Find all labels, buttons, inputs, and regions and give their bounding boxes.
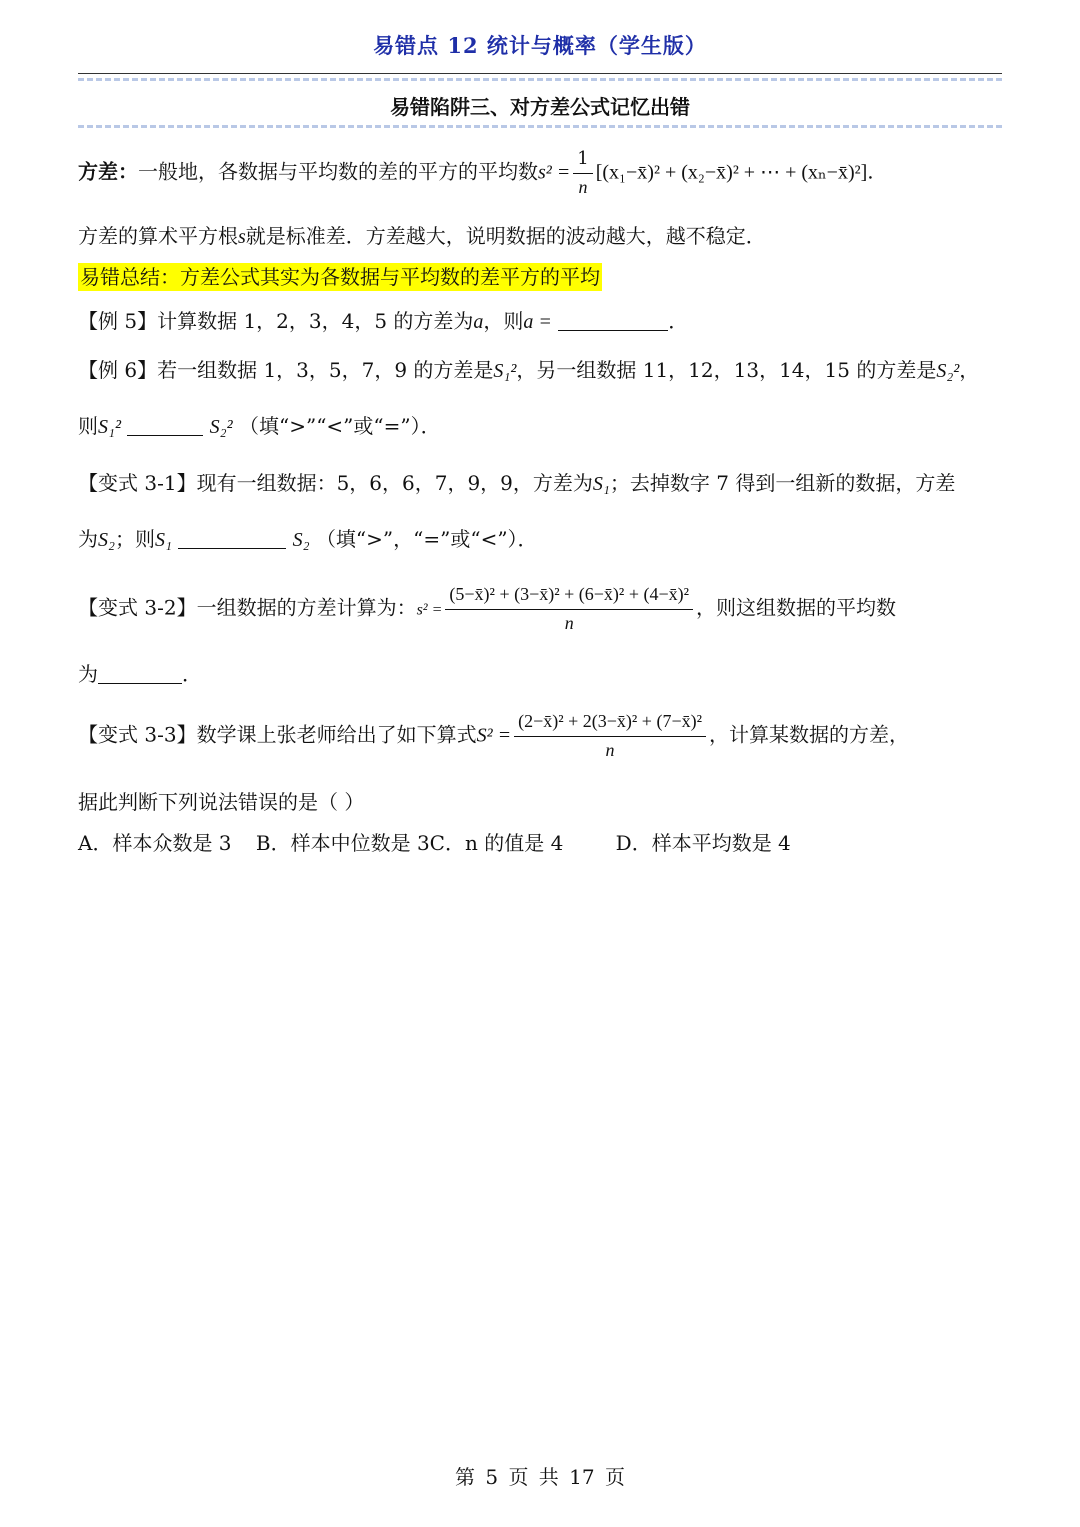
std-symbol: s	[238, 226, 246, 248]
formula-coefficient: $\frac{1}{n}$	[573, 148, 592, 198]
definition-label: 方差：	[78, 159, 138, 184]
variant-3-2: 【变式 3-2】一组数据的方差计算为：s² = $\frac{\text{(5−x̄)² + (3−x̄)² + (6−x̄)² + (4−x̄)²}}{n}$ ，则这组数据的平均数	[78, 584, 897, 633]
definition-text: 一般地，各数据与平均数的差的平方的平均数	[138, 159, 538, 184]
formula-lhs: s² =	[538, 161, 571, 184]
variant-3-1: 【变式 3-1】现有一组数据：5，6，6，7，9，9，方差为S₁；去掉数字 7 得到一组新的数据，方差	[78, 471, 956, 495]
section-title: 易错陷阱三、对方差公式记忆出错	[390, 95, 690, 119]
answer-blank-ex6[interactable]	[127, 415, 203, 436]
variance-definition	[78, 148, 874, 198]
option-a[interactable]: A．样本众数是 3	[78, 831, 232, 855]
answer-blank-v31[interactable]	[178, 528, 286, 549]
section-bottom-divider	[78, 125, 1002, 128]
variance-fraction-v32: $\frac{\text{(5−x̄)² + (3−x̄)² + (6−x̄)² + (4−x̄)²}}{n}$	[445, 584, 693, 634]
formula-body: [(x₁−x̄)² + (x₂−x̄)² + ⋯ + (xₙ−x̄)²]	[595, 161, 868, 184]
example-5: 【例 5】计算数据 1，2，3，4，5 的方差为a，则a = ．	[78, 309, 689, 333]
option-b[interactable]: B．样本中位数是 3	[255, 831, 430, 855]
formula-end: .	[867, 159, 874, 184]
summary-highlight: 易错总结：方差公式其实为各数据与平均数的差平方的平均	[80, 265, 600, 289]
header-rule	[78, 73, 1002, 74]
example-6-line2: 则S₁² S₂² （填“>”“<”或“=”）．	[78, 414, 441, 438]
variant-3-3-line2: 据此判断下列说法错误的是（ ）	[78, 790, 365, 814]
variant-3-3: 【变式 3-3】数学课上张老师给出了如下算式S² = $\frac{\text{(2−x̄)² + 2(3−x̄)² + (7−x̄)²}}{n}$ ，计算某数据的方差，	[78, 711, 909, 760]
variant-3-1-line2: 为S₂；则S₁ S₂ （填“>”，“=”或“<”）．	[78, 527, 538, 551]
choice-options	[78, 831, 791, 855]
answer-blank-ex5[interactable]	[558, 310, 668, 331]
variance-fraction-v33: $\frac{\text{(2−x̄)² + 2(3−x̄)² + (7−x̄)²}}{n}$	[514, 711, 706, 761]
error-summary	[78, 265, 602, 289]
example-6: 【例 6】若一组数据 1，3，5，7，9 的方差是S₁²，另一组数据 11，12，13，14，15 的方差是S₂²，	[78, 358, 980, 382]
option-d[interactable]: D．样本平均数是 4	[615, 831, 791, 855]
section-top-divider	[78, 78, 1002, 81]
option-c[interactable]: C．n 的值是 4	[429, 831, 564, 855]
std-deviation-text: 方差的算术平方根s就是标准差．方差越大，说明数据的波动越大，越不稳定．	[78, 224, 766, 248]
document-header-title: 易错点 12 统计与概率（学生版）	[373, 33, 707, 58]
variant-3-2-line2: 为 ．	[78, 662, 202, 686]
page-footer: 第 5 页 共 17 页	[455, 1465, 625, 1489]
answer-blank-v32[interactable]	[98, 663, 182, 684]
